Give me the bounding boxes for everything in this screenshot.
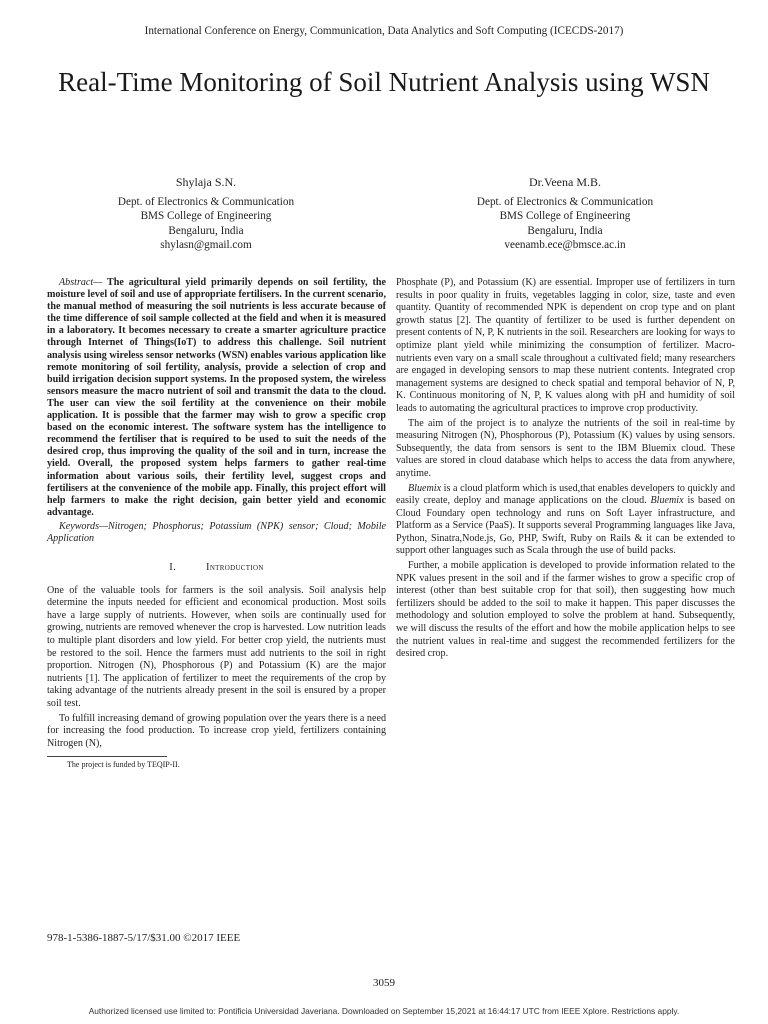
author-location: Bengaluru, India <box>527 224 603 237</box>
abstract-text: The agricultural yield primarily depends on soil fertility, the moisture level of soil and use of appropriate fertilisers. In the current scenario, the manual method of measuring the soil nutrients is less accurate because of the time difference of soil sample collected at the field and when it is measured in a laboratory. It becomes necessary to create a smarter agriculture practice through Internet of Things(IoT) to address this challenge. Soil nutrient analysis using wireless sensor networks (WSN) enables various application like remote monitoring of soil fertility, analysis, provide a selection of crop and build irrigation decision support systems. In the proposed system, the wireless sensors measure the macro nutrient of soil and transmit the data to the cloud. The user can view the soil fertility at the convenience on their mobile application. It is possible that the farmer may wish to grow a specific crop based on the economic interest. The software system has the intelligence to recommend the fertiliser that is required to be used to suit the needs of the desired crop, thus improving the quality of the soil and in turn, increase the yield. Overall, the proposed system helps farmers to gather real-time information about various soils, their fertility level, suggest crops and fertilisers at the convenience of the mobile app. Finally, this project effort will help farmers to make the right decision, gain better yield and economic advantage. <box>47 277 386 518</box>
author-email: shylasn@gmail.com <box>160 238 252 251</box>
body-paragraph-2: The aim of the project is to analyze the nutrients of the soil in real-time by measuring Nitrogen (N), Phosphorous (P), Potassium (K) values by using sensors. Subsequently, the data from sensors is sent to the IBM Bluemix cloud. These values are stored in cloud database which helps to access the data from anywhere, anytime. <box>396 417 735 479</box>
author-name: Shylaja S.N. <box>175 175 237 189</box>
author-dept: Dept. of Electronics & Communication <box>117 196 295 209</box>
body-paragraph-4: Further, a mobile application is developed to provide information related to the NPK values present in the soil and if the farmer wishes to grow a specific crop of interest (other than best suitable crop for that soil), then suggesting how much fertilizers should be added to the soil to make it happen. This paper discusses the methodology and solution employed to solve the problem at hand. Subsequently, we will discuss the results of the effort and how the mobile application helps to see the nutrient values in real-time and suggest the recommended fertilizers for the desired crop. <box>396 560 735 660</box>
abstract-lead: Abstract— <box>59 277 103 288</box>
body-paragraph-1: Phosphate (P), and Potassium (K) are essential. Improper use of fertilizers in turn results in poor quality in fruits, vegetables lagging in color, size, taste and even quantity. Quantity of recommended NPK is dependent on crop type and on plant growth status [2]. The quantity of fertilizer to be used is further dependent on present contents of N, P, K nutrients in the soil. Researchers are looking for ways to optimize plant yield while minimizing the consumption of fertilizer. Macro-nutrients even vary on a small scale throughout a cultivated field; many researchers are engaged in developing sensors to map these nutrient contents. Integrated crop management systems are designed to check spatial and temporal behavior of N, P, K. Continuous monitoring of N, P, K values along with pH and humidity of soil leads to automating the agricultural practices to improve crop productivity. <box>396 277 735 414</box>
intro-paragraph-1: One of the valuable tools for farmers is the soil analysis. Soil analysis help determine the inputs needed for efficient and economical production. Most soils have a large supply of nutrients. However, when soils are continually used for growing, nutrients are removed whenever the crop is harvested. Low nutrition leads to multiple plant disorders and low yield. For better crop yield, the nutrients must be restored to the soil. Hence the farmers must add nutrients to the soil in right proportion. Nitrogen (N), Phosphorous (P) and Potassium (K) are the major nutrients [1]. The application of fertilizer to meet the requirements of the crop by taking advantage of the nutrients already present in the soil is ensured by a proper soil test. <box>47 584 386 709</box>
bluemix-term: Bluemix <box>408 482 442 494</box>
section-heading <box>47 562 386 575</box>
section-number: I. <box>169 562 177 574</box>
section-title: Introduction <box>206 562 264 574</box>
author-email: veenamb.ece@bmsce.ac.in <box>504 238 626 251</box>
bluemix-term: Bluemix <box>650 495 684 507</box>
author-block-2 <box>415 175 715 252</box>
page-number: 3059 <box>373 977 395 989</box>
author-dept: Dept. of Electronics & Communication <box>476 196 654 209</box>
abstract <box>47 277 386 519</box>
footnote: The project is funded by TEQIP-II. <box>67 760 180 770</box>
author-college: BMS College of Engineering <box>499 210 631 223</box>
right-column <box>396 277 735 663</box>
footnote-rule <box>47 756 167 757</box>
intro-paragraph-2: To fulfill increasing demand of growing population over the years there is a need for increasing the food production. To increase crop yield, fertilizers containing Nitrogen (N), <box>47 712 386 749</box>
paper-title: Real-Time Monitoring of Soil Nutrient Analysis using WSN <box>58 67 710 97</box>
isbn-line: 978-1-5386-1887-5/17/$31.00 ©2017 IEEE <box>47 932 241 944</box>
author-block-1 <box>56 175 356 252</box>
conference-header: International Conference on Energy, Communication, Data Analytics and Soft Computing (ICECDS-2017) <box>144 25 624 37</box>
body-paragraph-bluemix: Bluemix is a cloud platform which is used,that enables developers to quickly and easily create, deploy and manage applications on the cloud. Bluemix is based on Cloud Foundary open technology and runs on Soft Layer infrastructure, and Platform as a Service (PaaS). It supports several Programming languages like Java, Python, Sinatra,Node.js, Go, PHP, Swift, Ruby on Rails & it can be extended to support other languages such as Scala through the use of build packs. <box>396 482 735 557</box>
author-location: Bengaluru, India <box>168 224 244 237</box>
keywords: Keywords—Nitrogen; Phosphorus; Potassium (NPK) sensor; Cloud; Mobile Application <box>47 520 386 545</box>
license-footer: Authorized licensed use limited to: Pontificia Universidad Javeriana. Downloaded on September 15,2021 at 16:44:17 UTC from IEEE Xplore. Restrictions apply. <box>88 1006 680 1016</box>
left-column <box>47 277 386 772</box>
author-name: Dr.Veena M.B. <box>529 175 601 189</box>
author-college: BMS College of Engineering <box>140 210 272 223</box>
